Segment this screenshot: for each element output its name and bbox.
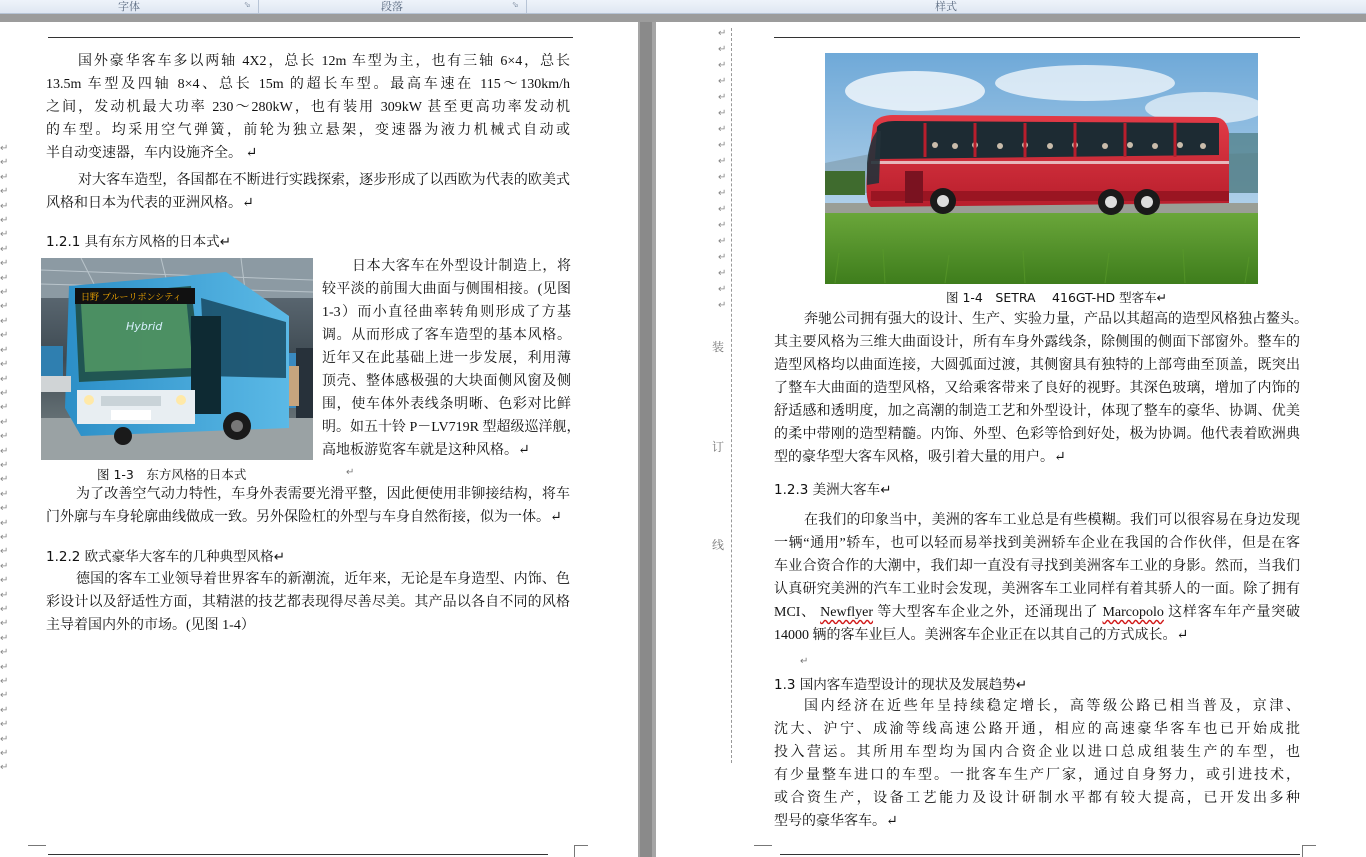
text-line: 顶壳、整体感极强的大块面侧风窗及侧 [322, 374, 571, 389]
figure-japanese-bus-image [41, 258, 313, 460]
text-line: 14000 辆的客车业巨人。美洲客车企业正在以其自己的方式成长。↵ [774, 628, 1189, 643]
paragraph-domestic[interactable] [774, 695, 1300, 833]
text-line: 投入营运。其所用车型均为国内合资企业以进口总成组装生产的车型，也 [774, 745, 1300, 760]
text-line: 型号的豪华客车。↵ [774, 814, 898, 829]
text-line: 调。从而形成了客车造型的基本风格。 [322, 328, 571, 343]
text-line: 主导着国内外的市场。(见图 1-4） [46, 618, 255, 633]
text-run: 等大型客车企业之外，还涌现出了 [873, 605, 1103, 620]
text-line: 高地板游览客车就是这种风格。↵ [322, 443, 530, 458]
ribbon-group-bar [0, 0, 1366, 14]
text-line: 沈大、沪宁、成渝等线高速公路开通，相应的高速豪华客车也已开始成批 [774, 722, 1300, 737]
footer-rule [780, 854, 1300, 855]
text-line: 的柔中带刚的造型精髓。内饰、外型、色彩等恰到好处，极为协调。他代表着欧洲典 [774, 427, 1300, 442]
paragraph-mark: ↵ [800, 656, 809, 667]
text-line [774, 601, 1300, 624]
ribbon-group-font[interactable]: 字体 [118, 0, 140, 13]
text-line: 在我们的印象当中，美洲的客车工业总是有些模糊。我们可以很容易在身边发现 [804, 513, 1300, 528]
bus-hybrid-logo: Hybrid [126, 320, 163, 333]
margin-corner-mark [574, 845, 588, 857]
paragraph-dialog-launcher-icon[interactable]: ⬂ [512, 0, 519, 9]
paragraph-mark: ↵ [346, 467, 355, 478]
paragraph-intro[interactable] [46, 50, 570, 165]
text-line: 半自动变速器，车内设施齐全。 ↵ [46, 146, 258, 161]
text-line: 13.5m 车型及四轴 8×4、总长 15m 的超长车型。最高车速在 115～130km/h [46, 77, 570, 92]
text-line: 其主要风格为三维大曲面设计，所有车身外露线条，除侧围的侧面下部窗外。整车的 [774, 335, 1300, 350]
text-run: 这样客车年产量突破 [1163, 605, 1301, 620]
margin-corner-mark [1302, 845, 1316, 857]
text-line: 车业合资合作的大潮中，我们却一直没有寻找到美洲客车工业的身影。然而，当我们 [774, 559, 1300, 574]
footer-rule [48, 854, 548, 855]
text-line: 风格和日本为代表的亚洲风格。↵ [46, 196, 254, 211]
text-line: 国内经济在近些年呈持续稳定增长，高等级公路已相当普及，京津、 [804, 699, 1300, 714]
spellcheck-flagged-word[interactable]: Marcopolo [1102, 605, 1164, 620]
text-line: 对大客车造型，各国都在不断进行实践探索，逐步形成了以西欧为代表的欧美式 [78, 173, 570, 188]
text-line: 为了改善空气动力特性，车身外表需要光滑平整，因此便使用非铆接结构，将车 [76, 487, 570, 502]
paragraph-german-industry[interactable] [46, 568, 570, 637]
binding-label-ding: 订 [712, 440, 725, 454]
heading-1-2-3[interactable]: 1.2.3 美洲大客车↵ [774, 482, 892, 498]
text-line: 认真研究美洲的汽车工业时会发现，美洲客车工业同样有着其骄人的一面。除了拥有 [774, 582, 1300, 597]
text-line: 门外廓与车身轮廓曲线做成一致。另外保险杠的外型与车身自然衔接，似为一体。↵ [46, 510, 562, 525]
paragraph-styles[interactable] [46, 169, 570, 215]
text-line: 明。如五十铃 P－LV719R 型超级巡洋舰， [322, 420, 581, 435]
binding-line: ↵ ↵ ↵ ↵ ↵ ↵ ↵ ↵ ↵ ↵ ↵ ↵ ↵ ↵ ↵ ↵ ↵ ↵ 装 订 线 [718, 28, 732, 763]
margin-corner-mark [754, 845, 772, 857]
margin-corner-mark [28, 845, 46, 857]
ribbon-group-paragraph[interactable]: 段落 [381, 0, 403, 13]
figure-1-3-caption: 图 1-3 东方风格的日本式 [97, 467, 247, 482]
bus-destination-sign: 日野 ブルーリボンシティ [81, 293, 182, 303]
paragraph-aerodynamics[interactable] [46, 483, 570, 529]
text-line: 有少量整车进口的车型。一批客车生产厂家，通过自身努力，或引进技术， [774, 768, 1300, 783]
text-line: 德国的客车工业领导着世界客车的新潮流，近年来，无论是车身造型、内饰、色 [76, 572, 570, 587]
figure-setra-coach-image [825, 53, 1258, 284]
text-run: MCI、 [774, 605, 821, 620]
heading-1-2-1[interactable]: 1.2.1 具有东方风格的日本式↵ [46, 234, 231, 250]
paragraph-american-bus[interactable] [774, 509, 1300, 647]
binding-label-xian: 线 [712, 538, 725, 552]
page-gap-shadow [640, 22, 652, 857]
paragraph-mercedes[interactable] [774, 308, 1308, 469]
document-page-right[interactable] [656, 22, 1366, 857]
text-line: 彩设计以及舒适性方面，其精湛的技艺都表现得尽善尽美。其产品以各自不同的风格 [46, 595, 570, 610]
text-line: 造型风格均以曲面连接，大圆弧面过渡，其侧窗具有独特的上部弯曲至顶盖，既突出 [774, 358, 1300, 373]
text-line: 舒适感和透明度，加之高潮的制造工艺和外型设计，体现了整车的豪华、协调、优美 [774, 404, 1300, 419]
binding-label-zhuang: 装 [712, 340, 725, 354]
text-line: 了整车大曲面的造型风格，又给乘客带来了良好的视野。其深色玻璃，增加了内饰的 [774, 381, 1300, 396]
text-line: 奔驰公司拥有强大的设计、生产、实验力量，产品以其超高的造型风格独占鳌头。 [804, 312, 1308, 327]
left-gutter-paragraph-marks: ↵ ↵ ↵ ↵ ↵ ↵ ↵ ↵ ↵ ↵ ↵ ↵ ↵ ↵ ↵ ↵ ↵ ↵ ↵ ↵ ↵ ↵ ↵ ↵ ↵ ↵ ↵ ↵ ↵ ↵ ↵ ↵ ↵ ↵ ↵ ↵ ↵ ↵ ↵ ↵ ↵ ↵ ↵ ↵ [0, 143, 9, 774]
header-rule [774, 37, 1300, 38]
heading-1-3[interactable]: 1.3 国内客车造型设计的现状及发展趋势↵ [774, 677, 1028, 693]
text-line: 较平淡的前围大曲面与侧围相接。(见图 [322, 282, 571, 297]
text-line: 之间，发动机最大功率 230～280kW，也有装用 309kW 甚至更高功率发动机 [46, 100, 570, 115]
heading-1-2-2[interactable]: 1.2.2 欧式豪华大客车的几种典型风格↵ [46, 549, 285, 565]
text-line: 的车型。均采用空气弹簧，前轮为独立悬架，变速器为液力机械式自动或 [46, 123, 570, 138]
figure-1-4-caption: 图 1-4 SETRA 416GT-HD 型客车↵ [946, 290, 1168, 305]
spellcheck-flagged-word[interactable]: Newflyer [820, 605, 874, 620]
text-line: 日本大客车在外型设计制造上，将 [352, 259, 571, 274]
ribbon-group-styles[interactable]: 样式 [935, 0, 957, 13]
text-line: 或合资生产，设备工艺能力及设计研制水平都有较大提高，已开发出多种 [774, 791, 1300, 806]
text-line: 国外豪华客车多以两轴 4X2，总长 12m 车型为主，也有三轴 6×4，总长 [78, 54, 570, 69]
text-line: 型的豪华型大客车风格，吸引着大量的用户。↵ [774, 450, 1066, 465]
document-page-left[interactable] [0, 22, 638, 857]
text-line: 近年又在此基础上进一步发展，利用薄 [322, 351, 571, 366]
font-dialog-launcher-icon[interactable]: ⬂ [244, 0, 251, 9]
text-line: 一辆“通用”轿车，也可以轻而易举找到美洲轿车企业在我国的合作伙伴，但是在客 [774, 536, 1300, 551]
paragraph-japanese-style[interactable] [322, 255, 581, 462]
text-line: 围，使车体外表线条明晰、色彩对比鲜 [322, 397, 571, 412]
text-line: 1-3）而小直径曲率转角则形成了方基 [322, 305, 571, 320]
header-rule [48, 37, 573, 38]
